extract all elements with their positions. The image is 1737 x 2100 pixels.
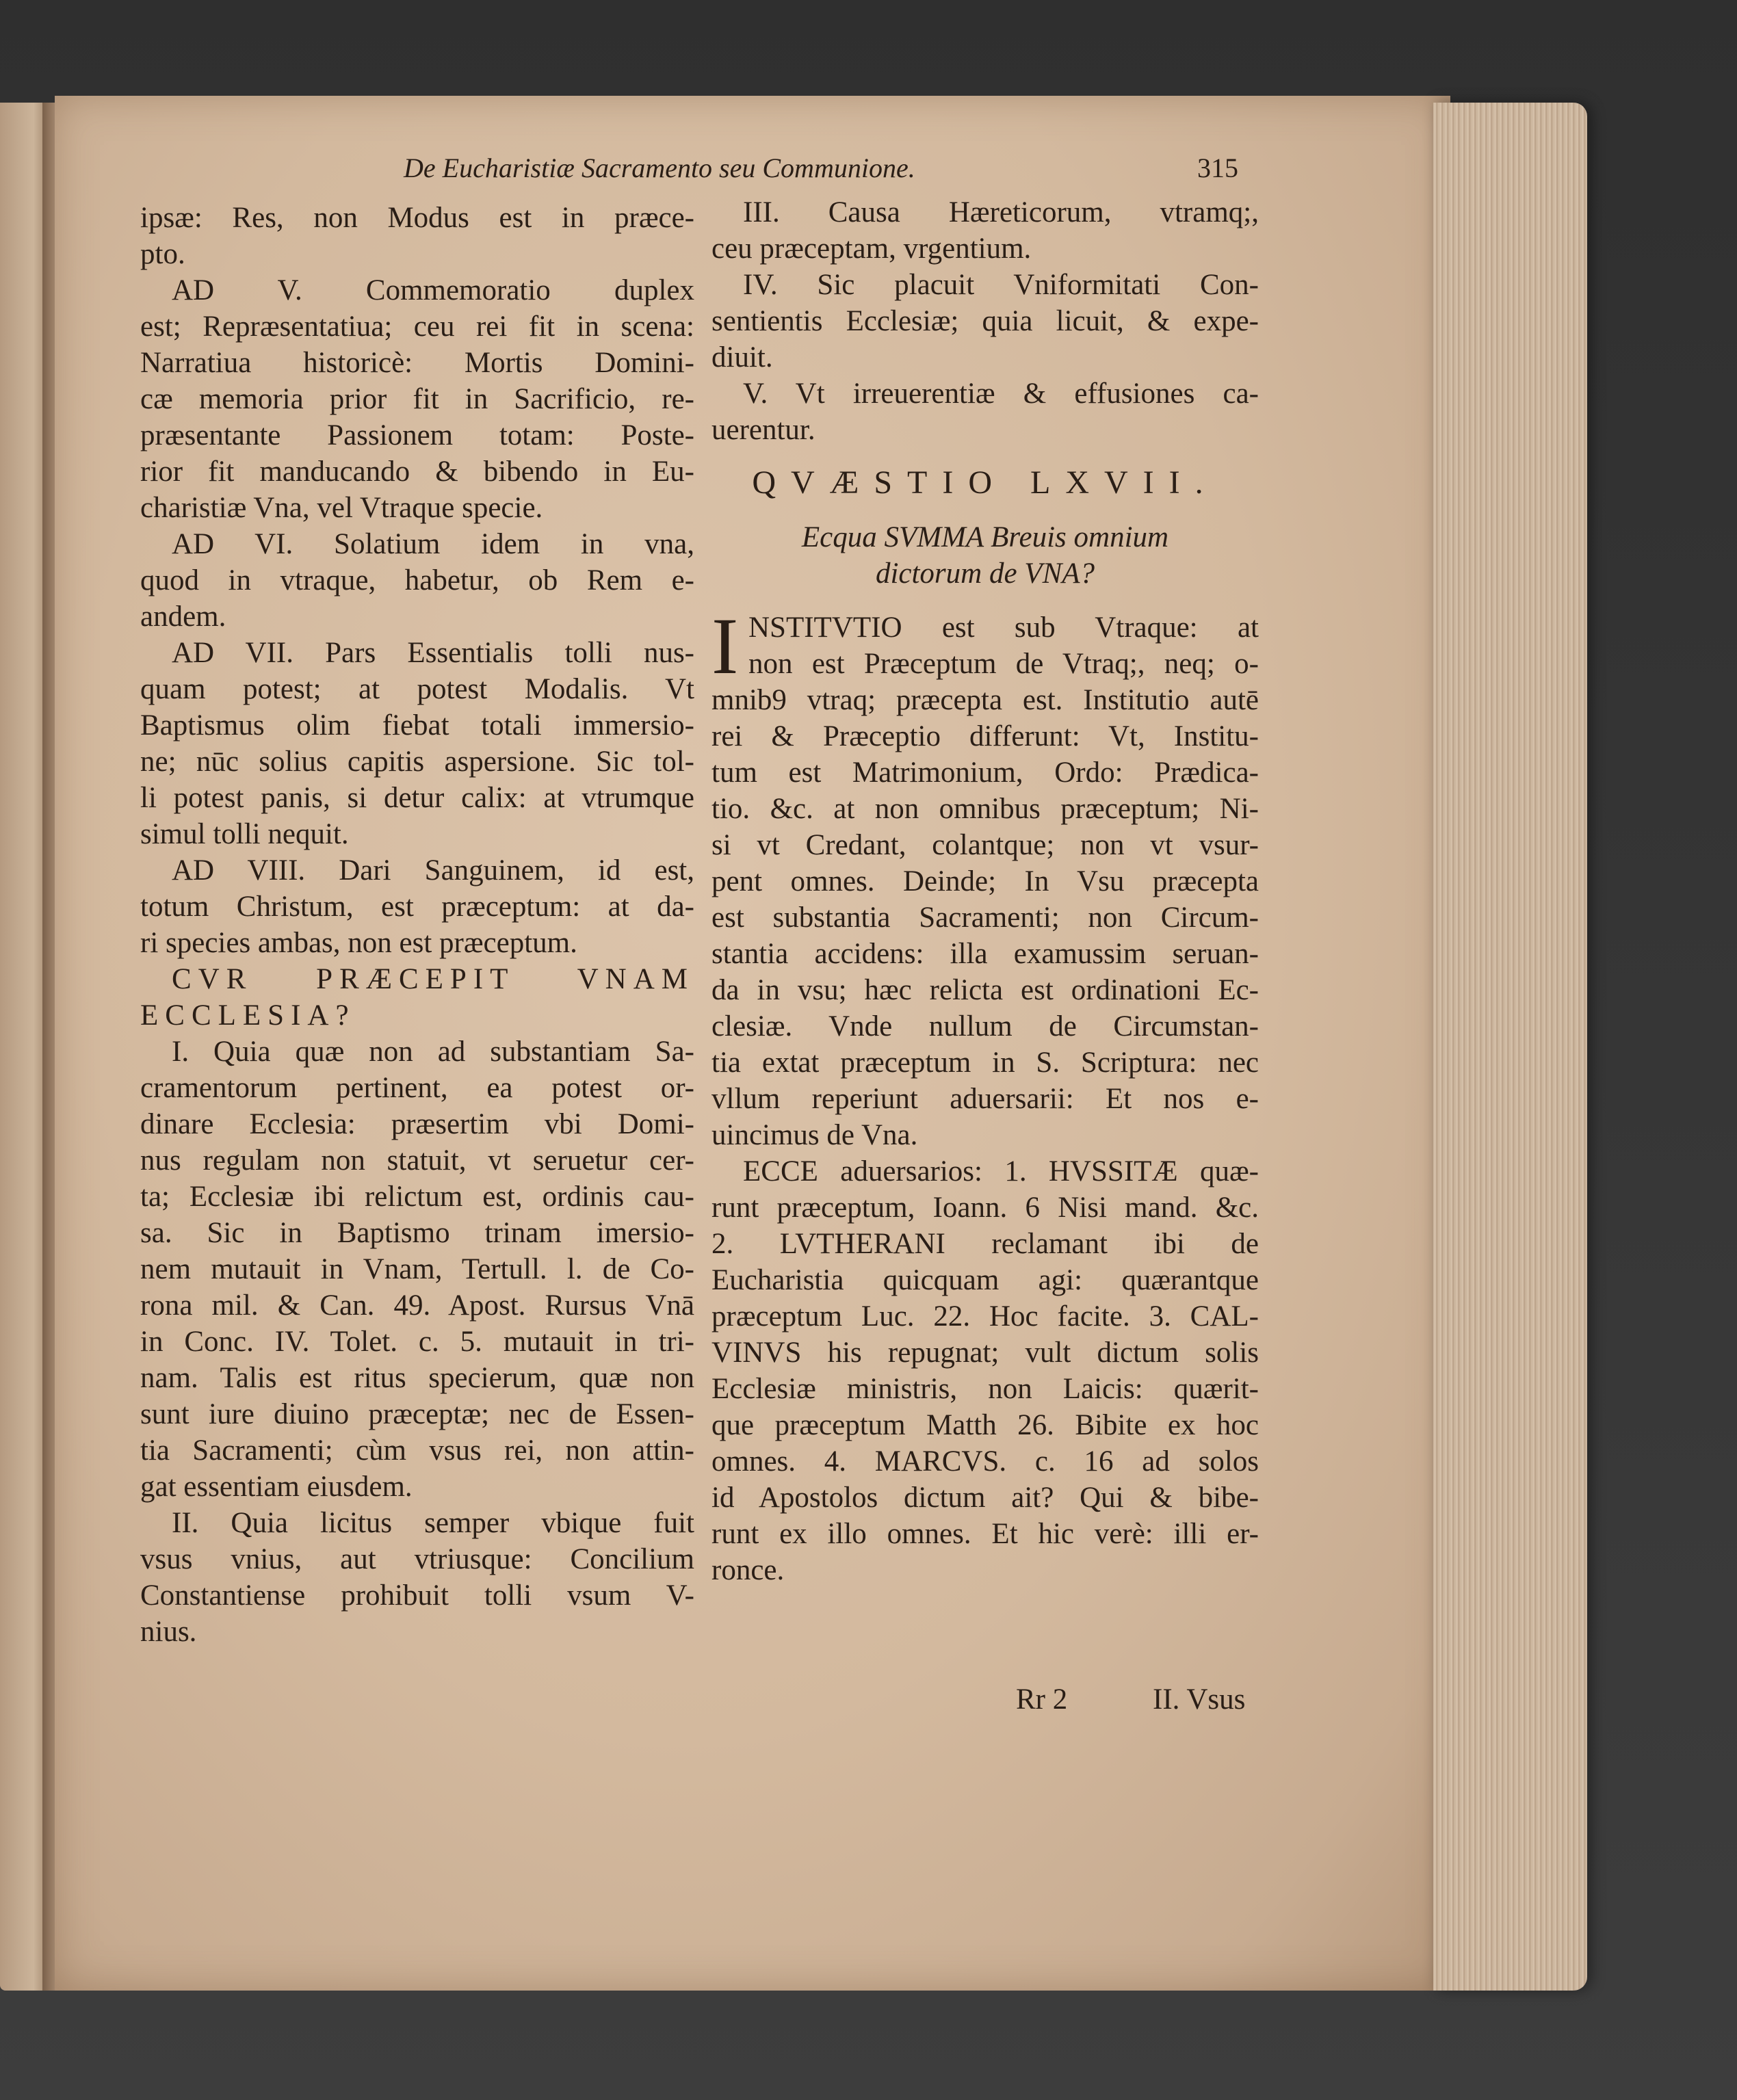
text-line: runt ex illo omnes. Et hic verè: illi er- — [711, 1518, 1259, 1550]
text-line: ronce. — [711, 1554, 785, 1586]
question-subtitle-line-1: Ecqua SVMMA Breuis omnium — [801, 521, 1169, 553]
text-line: Constantiense prohibuit tolli vsum V- — [140, 1579, 694, 1612]
text-line: nius. — [140, 1616, 197, 1648]
text-line: pto. — [140, 238, 185, 270]
text-line: præsentante Passionem totam: Poste- — [140, 419, 694, 451]
text-line: tum est Matrimonium, Ordo: Prædica- — [711, 757, 1259, 789]
catchword: II. Vsus — [1153, 1683, 1246, 1716]
text-line: ceu præceptam, vrgentium. — [711, 233, 1032, 265]
text-line: stantia accidens: illa examussim seruan- — [711, 938, 1259, 970]
text-line: si vt Credant, colantque; non vt vsur- — [711, 829, 1259, 861]
text-line: nem mutauit in Vnam, Tertull. l. de Co- — [140, 1253, 694, 1285]
text-line: AD V. Commemoratio duplex — [172, 274, 694, 306]
text-line: VINVS his repugnat; vult dictum solis — [711, 1337, 1259, 1369]
text-line: CVR PRÆCEPIT VNAM — [172, 963, 694, 995]
text-line: non est Præceptum de Vtraq;, neq; o- — [748, 648, 1259, 680]
text-line: uincimus de Vna. — [711, 1119, 918, 1151]
text-line: diuit. — [711, 341, 773, 373]
text-line: nus regulam non statuit, vt seruetur cer- — [140, 1144, 694, 1177]
text-line: andem. — [140, 601, 226, 633]
text-line: sunt iure diuino præceptæ; nec de Essen- — [140, 1398, 694, 1430]
right-column-top-text — [711, 194, 1259, 448]
text-line: IV. Sic placuit Vniformitati Con- — [743, 269, 1259, 301]
text-line: gat essentiam eiusdem. — [140, 1471, 413, 1503]
running-head-title: De Eucharistiæ Sacramento seu Communione. — [404, 153, 915, 183]
text-line: rior fit manducando & bibendo in Eu- — [140, 456, 694, 488]
text-line: ne; nūc solius capitis aspersione. Sic tol- — [140, 746, 694, 778]
text-line: vllum reperiunt aduersarii: Et nos e- — [711, 1083, 1259, 1115]
text-line: id Apostolos dictum ait? Qui & bibe- — [711, 1482, 1259, 1514]
text-line: uerentur. — [711, 414, 815, 446]
text-line: pent omnes. Deinde; In Vsu præcepta — [711, 865, 1259, 897]
text-line: I. Quia quæ non ad substantiam Sa- — [172, 1036, 694, 1068]
facing-page-edge — [0, 103, 48, 1991]
text-line: dinare Ecclesia: præsertim vbi Domi- — [140, 1108, 694, 1140]
text-line: li potest panis, si detur calix: at vtrumque — [140, 782, 694, 814]
text-line: totum Christum, est præceptum: at da- — [140, 891, 694, 923]
right-column-body-text — [711, 601, 1259, 1588]
text-line: da in vsu; hæc relicta est ordinationi Ec- — [711, 974, 1259, 1006]
text-line: ECCE aduersarios: 1. HVSSITÆ quæ- — [743, 1155, 1259, 1187]
text-line: que præceptum Matth 26. Bibite ex hoc — [711, 1409, 1259, 1441]
text-line: quam potest; at potest Modalis. Vt — [140, 673, 694, 705]
text-line: Ecclesiæ ministris, non Laicis: quærit- — [711, 1373, 1259, 1405]
text-line: clesiæ. Vnde nullum de Circumstan- — [711, 1010, 1259, 1042]
left-column — [140, 200, 694, 1650]
text-line: sentientis Ecclesiæ; quia licuit, & expe- — [711, 305, 1259, 337]
answer-paragraph — [711, 601, 1259, 1588]
text-line: tia extat præceptum in S. Scriptura: nec — [711, 1047, 1259, 1079]
text-line: ri species ambas, non est præceptum. — [140, 927, 577, 959]
text-line: AD VII. Pars Essentialis tolli nus- — [172, 637, 694, 669]
text-line: est; Repræsentatiua; ceu rei fit in scena: — [140, 311, 694, 343]
text-line: rei & Præceptio differunt: Vt, Institu- — [711, 720, 1259, 752]
text-line: AD VI. Solatium idem in vna, — [172, 528, 694, 560]
text-line: in Conc. IV. Tolet. c. 5. mutauit in tri- — [140, 1326, 694, 1358]
text-line: V. Vt irreuerentiæ & effusiones ca- — [743, 378, 1259, 410]
text-line: ipsæ: Res, non Modus est in præce- — [140, 202, 694, 234]
text-line: quod in vtraque, habetur, ob Rem e- — [140, 564, 694, 596]
text-line: Eucharistia quicquam agi: quærantque — [711, 1264, 1259, 1296]
text-line: cæ memoria prior fit in Sacrificio, re- — [140, 383, 694, 415]
text-line: AD VIII. Dari Sanguinem, id est, — [172, 854, 694, 887]
text-line: sa. Sic in Baptismo trinam imersio- — [140, 1217, 694, 1249]
page-block-edges — [1433, 103, 1587, 1991]
text-line: cramentorum pertinent, ea potest or- — [140, 1072, 694, 1104]
page-number: 315 — [1197, 153, 1238, 183]
text-line: Narratiua historicè: Mortis Domini- — [140, 347, 694, 379]
text-line: runt præceptum, Ioann. 6 Nisi mand. &c. — [711, 1192, 1259, 1224]
text-line: ECCLESIA? — [140, 999, 356, 1032]
question-heading: QVÆSTIO LXVII. — [752, 464, 1218, 501]
text-line: simul tolli nequit. — [140, 818, 349, 850]
question-subtitle-line-2: dictorum de VNA? — [875, 557, 1095, 590]
text-line: præceptum Luc. 22. Hoc facite. 3. CAL- — [711, 1300, 1259, 1333]
text-line: rona mil. & Can. 49. Apost. Rursus Vnā — [140, 1289, 694, 1322]
text-line: vsus vnius, aut vtriusque: Concilium — [140, 1543, 694, 1575]
text-line: charistiæ Vna, vel Vtraque specie. — [140, 492, 543, 524]
text-line: tia Sacramenti; cùm vsus rei, non attin- — [140, 1434, 694, 1467]
text-line: omnes. 4. MARCVS. c. 16 ad solos — [711, 1445, 1259, 1478]
text-line: ta; Ecclesiæ ibi relictum est, ordinis cau- — [140, 1181, 694, 1213]
text-line: nam. Talis est ritus specierum, quæ non — [140, 1362, 694, 1394]
text-line: est substantia Sacramenti; non Circum- — [711, 902, 1259, 934]
text-line: NSTITVTIO est sub Vtraque: at — [748, 612, 1259, 644]
text-line: II. Quia licitus semper vbique fuit — [172, 1507, 694, 1539]
text-line: 2. LVTHERANI reclamant ibi de — [711, 1228, 1259, 1260]
text-line: tio. &c. at non omnibus præceptum; Ni- — [711, 793, 1259, 825]
drop-cap-initial: I — [711, 601, 739, 691]
signature-mark: Rr 2 — [1016, 1683, 1068, 1716]
text-line: Baptismus olim fiebat totali immersio- — [140, 709, 694, 741]
right-column — [711, 194, 1259, 1588]
text-line: mnib9 vtraq; præcepta est. Institutio autē — [711, 684, 1259, 716]
text-line: III. Causa Hæreticorum, vtramq;, — [743, 196, 1259, 228]
